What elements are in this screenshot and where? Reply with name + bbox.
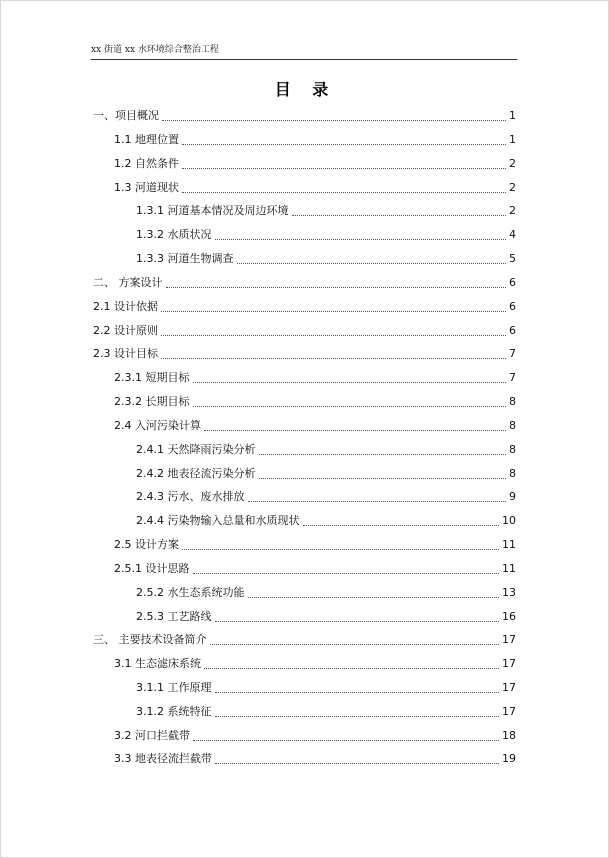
toc-entry[interactable] <box>93 108 516 124</box>
dot-leader <box>182 144 506 145</box>
toc-entry[interactable] <box>136 251 516 267</box>
toc-page-number: 6 <box>509 324 516 337</box>
dot-leader <box>182 192 506 193</box>
toc-entry[interactable] <box>93 346 516 362</box>
dot-leader <box>193 382 507 383</box>
dot-leader <box>166 287 507 288</box>
toc-page-number: 8 <box>509 467 516 480</box>
toc-entry-text: 2.2 设计原则 <box>93 324 158 337</box>
toc-page-number: 6 <box>509 300 516 313</box>
toc-entry[interactable] <box>114 180 516 196</box>
dot-leader <box>182 549 499 550</box>
running-header: xx 街道 xx 水环境综合整治工程 <box>91 45 219 55</box>
toc-entry-text: 3.1.1 工作原理 <box>136 681 212 694</box>
toc-page-number: 6 <box>509 276 516 289</box>
toc-entry[interactable] <box>114 751 516 767</box>
toc-page-number: 13 <box>502 586 516 599</box>
toc-entry-text: 2.4 入河污染计算 <box>114 419 201 432</box>
toc-page-number: 17 <box>502 681 516 694</box>
toc-title: 目 录 <box>274 80 337 99</box>
dot-leader <box>215 621 500 622</box>
dot-leader <box>193 740 499 741</box>
dot-leader <box>193 573 500 574</box>
toc-entry[interactable] <box>114 561 516 577</box>
toc-entry-text: 1.3.1 河道基本情况及周边环境 <box>136 204 289 217</box>
toc-page-number: 4 <box>509 228 516 241</box>
toc-entry[interactable] <box>136 466 516 482</box>
toc-entry[interactable] <box>114 656 516 672</box>
dot-leader <box>204 668 499 669</box>
toc-entry-text: 2.3.1 短期目标 <box>114 371 190 384</box>
toc-entry[interactable] <box>136 585 516 601</box>
dot-leader <box>162 120 506 121</box>
table-of-contents <box>1 1 609 858</box>
toc-entry[interactable] <box>114 728 516 744</box>
dot-leader <box>161 358 506 359</box>
toc-entry-text: 2.4.2 地表径流污染分析 <box>136 467 256 480</box>
toc-entry[interactable] <box>114 418 516 434</box>
toc-entry-text: 1.3.2 水质状况 <box>136 228 212 241</box>
toc-entry-text: 2.5 设计方案 <box>114 538 179 551</box>
dot-leader <box>204 430 506 431</box>
toc-page-number: 9 <box>509 490 516 503</box>
toc-entry[interactable] <box>114 132 516 148</box>
toc-page-number: 1 <box>509 109 516 122</box>
toc-page-number: 2 <box>509 157 516 170</box>
toc-entry[interactable] <box>93 632 516 648</box>
toc-entry-text: 2.4.4 污染物输入总量和水质现状 <box>136 514 300 527</box>
toc-entry[interactable] <box>136 704 516 720</box>
toc-entry-text: 1.3 河道现状 <box>114 181 179 194</box>
dot-leader <box>210 644 500 645</box>
toc-page-number: 17 <box>502 633 516 646</box>
toc-entry-text: 3.1.2 系统特征 <box>136 705 212 718</box>
toc-page-number: 17 <box>502 705 516 718</box>
toc-page-number: 10 <box>502 514 516 527</box>
toc-entry-text: 3.3 地表径流拦截带 <box>114 752 212 765</box>
toc-page-number: 8 <box>509 395 516 408</box>
toc-page-number: 19 <box>502 752 516 765</box>
dot-leader <box>215 239 507 240</box>
toc-entry[interactable] <box>136 227 516 243</box>
toc-entry-text: 二、 方案设计 <box>93 276 163 289</box>
toc-entry-text: 1.1 地理位置 <box>114 133 179 146</box>
toc-page-number: 1 <box>509 133 516 146</box>
toc-entry-text: 三、 主要技术设备简介 <box>93 633 207 646</box>
toc-entry-text: 2.3.2 长期目标 <box>114 395 190 408</box>
toc-entry-text: 3.1 生态滤床系统 <box>114 657 201 670</box>
toc-entry-text: 2.5.2 水生态系统功能 <box>136 586 245 599</box>
toc-entry-text: 2.5.3 工艺路线 <box>136 610 212 623</box>
toc-entry[interactable] <box>136 609 516 625</box>
toc-entry-text: 1.2 自然条件 <box>114 157 179 170</box>
toc-page-number: 11 <box>502 562 516 575</box>
toc-page-number: 11 <box>502 538 516 551</box>
toc-entry[interactable] <box>136 203 516 219</box>
toc-page-number: 7 <box>509 347 516 360</box>
toc-entry-text: 一、项目概况 <box>93 109 159 122</box>
toc-page-number: 18 <box>502 729 516 742</box>
dot-leader <box>248 501 507 502</box>
toc-entry[interactable] <box>114 370 516 386</box>
dot-leader <box>303 525 500 526</box>
dot-leader <box>292 215 507 216</box>
dot-leader <box>161 335 506 336</box>
toc-entry[interactable] <box>93 299 516 315</box>
toc-page-number: 17 <box>502 657 516 670</box>
toc-entry-text: 1.3.3 河道生物调查 <box>136 252 234 265</box>
toc-entry-text: 2.5.1 设计思路 <box>114 562 190 575</box>
dot-leader <box>215 763 499 764</box>
dot-leader <box>161 311 506 312</box>
toc-entry-text: 2.3 设计目标 <box>93 347 158 360</box>
toc-entry[interactable] <box>114 156 516 172</box>
toc-page-number: 5 <box>509 252 516 265</box>
dot-leader <box>248 597 500 598</box>
toc-entry[interactable] <box>136 442 516 458</box>
toc-entry[interactable] <box>136 489 516 505</box>
toc-entry[interactable] <box>136 680 516 696</box>
toc-entry[interactable] <box>114 394 516 410</box>
toc-entry[interactable] <box>93 323 516 339</box>
dot-leader <box>259 454 507 455</box>
dot-leader <box>215 692 500 693</box>
toc-page-number: 8 <box>509 443 516 456</box>
toc-page-number: 2 <box>509 181 516 194</box>
toc-entry-text: 2.1 设计依据 <box>93 300 158 313</box>
toc-page-number: 16 <box>502 610 516 623</box>
dot-leader <box>193 406 507 407</box>
toc-entry-text: 2.4.1 天然降雨污染分析 <box>136 443 256 456</box>
toc-page-number: 7 <box>509 371 516 384</box>
dot-leader <box>259 478 507 479</box>
toc-page-number: 2 <box>509 204 516 217</box>
toc-entry[interactable] <box>114 537 516 553</box>
dot-leader <box>182 168 506 169</box>
toc-entry[interactable] <box>93 275 516 291</box>
toc-entry-text: 2.4.3 污水、废水排放 <box>136 490 245 503</box>
toc-entry[interactable] <box>136 513 516 529</box>
dot-leader <box>237 263 507 264</box>
dot-leader <box>215 716 500 717</box>
toc-entry-text: 3.2 河口拦截带 <box>114 729 190 742</box>
toc-page-number: 8 <box>509 419 516 432</box>
